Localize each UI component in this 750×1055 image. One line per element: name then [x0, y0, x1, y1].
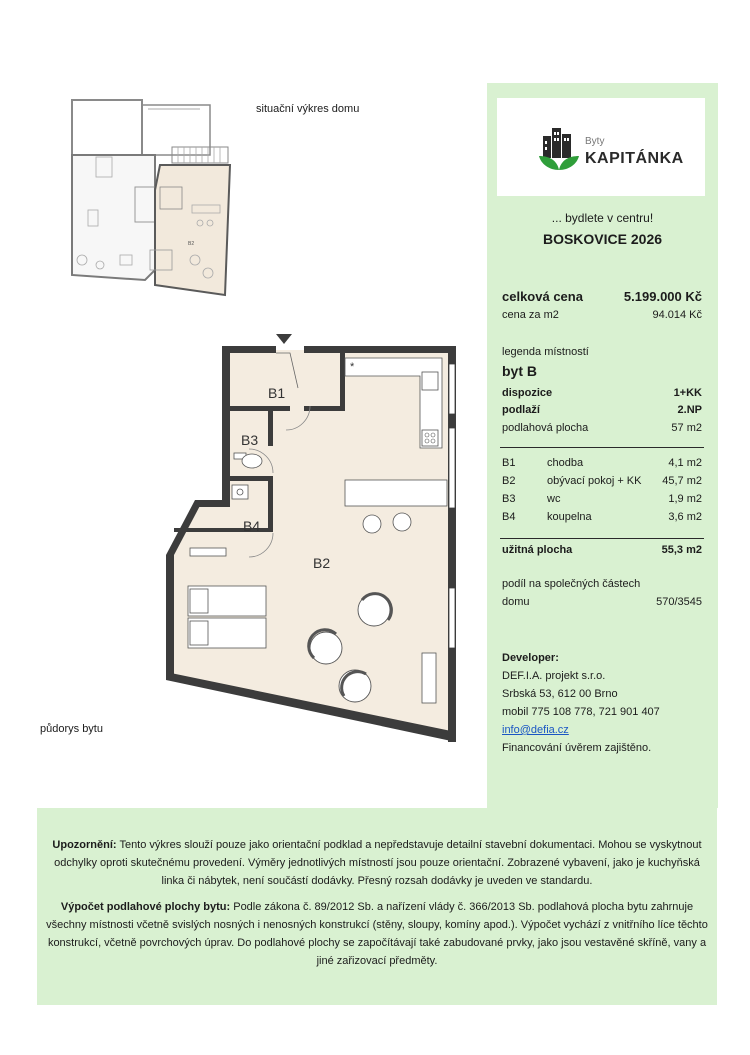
developer-phone: mobil 775 108 778, 721 901 407	[502, 706, 660, 718]
developer-title: Developer:	[502, 652, 559, 664]
developer-address: Srbská 53, 612 00 Brno	[502, 688, 618, 700]
site-plan-drawing	[60, 95, 240, 310]
developer-company: DEF.I.A. projekt s.r.o.	[502, 670, 606, 682]
developer-block	[502, 649, 707, 757]
price-per-m2-label: cena za m2	[502, 309, 559, 321]
room-area: 45,7 m2	[662, 475, 702, 487]
room-row	[502, 490, 702, 508]
logo-small-text: Byty	[585, 136, 605, 147]
room-row	[502, 472, 702, 490]
layout-label: dispozice	[502, 387, 553, 399]
layout-row	[502, 387, 702, 399]
city-title: BOSKOVICE 2026	[542, 231, 663, 247]
notice-box	[37, 808, 717, 1005]
floor-area-label: podlahová plocha	[502, 422, 589, 434]
divider	[500, 447, 704, 448]
logo	[497, 98, 705, 196]
legend-title: legenda místností	[502, 346, 589, 358]
usable-area-label: užitná plocha	[502, 544, 573, 556]
room-code: B1	[502, 457, 516, 469]
room-name: koupelna	[547, 511, 592, 523]
room-label-b3: B3	[241, 432, 259, 448]
site-plan-label: situační výkres domu	[256, 103, 360, 115]
floor-plan-drawing	[150, 328, 470, 748]
floor-row	[502, 404, 702, 416]
svg-text:*: *	[350, 361, 355, 373]
price-per-m2-value: 94.014 Kč	[652, 309, 702, 321]
floor-value: 2.NP	[677, 404, 702, 416]
room-name: chodba	[547, 457, 584, 469]
total-price-row	[502, 289, 702, 304]
floor-plan-label: půdorys bytu	[40, 723, 103, 735]
share-value: 570/3545	[656, 596, 702, 608]
site-plan-unit-label: B2	[188, 241, 195, 247]
share-label-row	[502, 578, 702, 590]
warning-text: Tento výkres slouží pouze jako orientační podklad a nepředstavuje detailní stavební dokumentaci. Mohou se vyskytnout odchylky oproti skutečnému provedení. Výměry jednotlivých místností jsou pouze orientační. Zobrazené vybavení, jako je kuchyňská linka či nábytek, není součástí dodávky. Přesný rozsah dodávky je uveden ve standardu.	[54, 839, 702, 887]
usable-area-row	[502, 544, 702, 556]
developer-email-link[interactable]: info@defia.cz	[502, 724, 569, 736]
room-row	[502, 454, 702, 472]
calculation-paragraph	[43, 898, 711, 970]
usable-area-value: 55,3 m2	[661, 544, 702, 556]
logo-big-text: KAPITÁNKA	[585, 150, 684, 167]
room-code: B2	[502, 475, 516, 487]
room-area: 3,6 m2	[668, 511, 702, 523]
info-panel	[487, 83, 718, 808]
room-code: B3	[502, 493, 516, 505]
room-code: B4	[502, 511, 516, 523]
room-label-b2: B2	[313, 555, 331, 571]
layout-value: 1+KK	[673, 387, 702, 399]
share-row	[502, 596, 702, 608]
share-label: podíl na společných částech	[502, 578, 641, 590]
developer-financing: Financování úvěrem zajištěno.	[502, 742, 652, 754]
room-name: obývací pokoj + KK	[547, 475, 642, 487]
calculation-title: Výpočet podlahové plochy bytu:	[60, 901, 231, 913]
room-area: 4,1 m2	[668, 457, 702, 469]
room-name: wc	[547, 493, 561, 505]
rooms-table	[502, 454, 702, 526]
warning-paragraph	[43, 836, 711, 890]
slogan: ... bydlete v centru!	[551, 211, 654, 225]
room-label-b4: B4	[243, 518, 261, 534]
calculation-text: Podle zákona č. 89/2012 Sb. a nařízení vlády č. 366/2013 Sb. podlahová plocha bytu zahrnuje všechny místnosti včetně svislých nosných i nenosných konstrukcí (stěny, sloupy, komíny apod.). Výpočet vychází z vnitřního líce těchto konstrukcí, včetně povrchových úprav. Do podlahové plochy se započítávají také zabudované prvky, jako jsou vestavěné skříně, vany a jiné zařizovací předměty.	[46, 901, 708, 967]
total-price-label: celková cena	[502, 289, 583, 304]
floor-area-value: 57 m2	[671, 422, 702, 434]
floor-label: podlaží	[502, 404, 540, 416]
unit-name: byt B	[502, 363, 537, 379]
logo-buildings-icon	[539, 126, 579, 172]
share-label-2: domu	[502, 596, 530, 608]
divider	[500, 538, 704, 539]
total-price-value: 5.199.000 Kč	[623, 289, 702, 304]
room-label-b1: B1	[268, 385, 286, 401]
warning-title: Upozornění:	[52, 839, 117, 851]
floor-area-row	[502, 422, 702, 434]
room-area: 1,9 m2	[668, 493, 702, 505]
price-per-m2-row	[502, 309, 702, 321]
room-row	[502, 508, 702, 526]
